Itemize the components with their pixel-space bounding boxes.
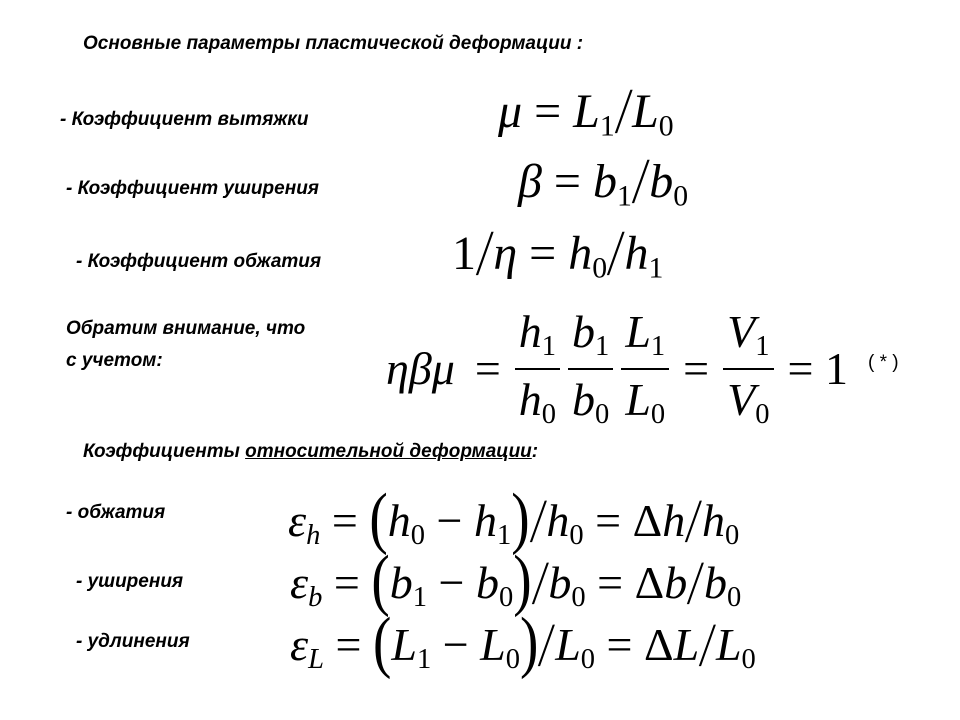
- note-line-2: с учетом:: [66, 350, 163, 371]
- label-draw-coefficient: - Коэффициент вытяжки: [60, 109, 309, 130]
- formula-reduction: $\varepsilon_h = (h_0 - h_1)/h_0 = \Delta h/h_0$: [288, 479, 740, 556]
- formula-widening: $\varepsilon_b = (b_1 - b_0)/b_0 = \Delta b/b_0$: [290, 541, 742, 618]
- page-title: Основные параметры пластической деформации :: [83, 33, 584, 54]
- label-width-coefficient: - Коэффициент уширения: [66, 178, 319, 199]
- note-line-1: Обратим внимание, что: [66, 318, 306, 339]
- label-reduction-coefficient: - Коэффициент обжатия: [76, 251, 322, 272]
- relative-deformation-heading: [83, 441, 538, 463]
- equation-marker: ( * ): [868, 352, 899, 373]
- label-widening: - уширения: [76, 571, 184, 592]
- label-reduction: - обжатия: [66, 502, 166, 523]
- formula-elongation: $\varepsilon_L = (L_1 - L_0)/L_0 = \Delta L/L_0$: [290, 603, 756, 680]
- heading-prefix: Коэффициенты: [83, 441, 246, 462]
- formula-reduction-coefficient: $1/\eta = h_0/h_1$: [452, 217, 664, 290]
- formula-draw-coefficient: $\mu = L_1/L_0$: [498, 75, 674, 148]
- heading-suffix: :: [531, 441, 539, 462]
- label-elongation: - удлинения: [76, 631, 190, 652]
- heading-underlined: относительной деформации: [245, 441, 532, 462]
- formula-width-coefficient: $\beta = b_1/b_0$: [518, 145, 689, 218]
- formula-product-identity: ηβμ = $\frac{h_1}{h_0}$ $\frac{b_1}{b_0}$ $\frac{L_1}{L_0}$ = $\frac{V_1}{V_0}$ = 1: [386, 306, 848, 430]
